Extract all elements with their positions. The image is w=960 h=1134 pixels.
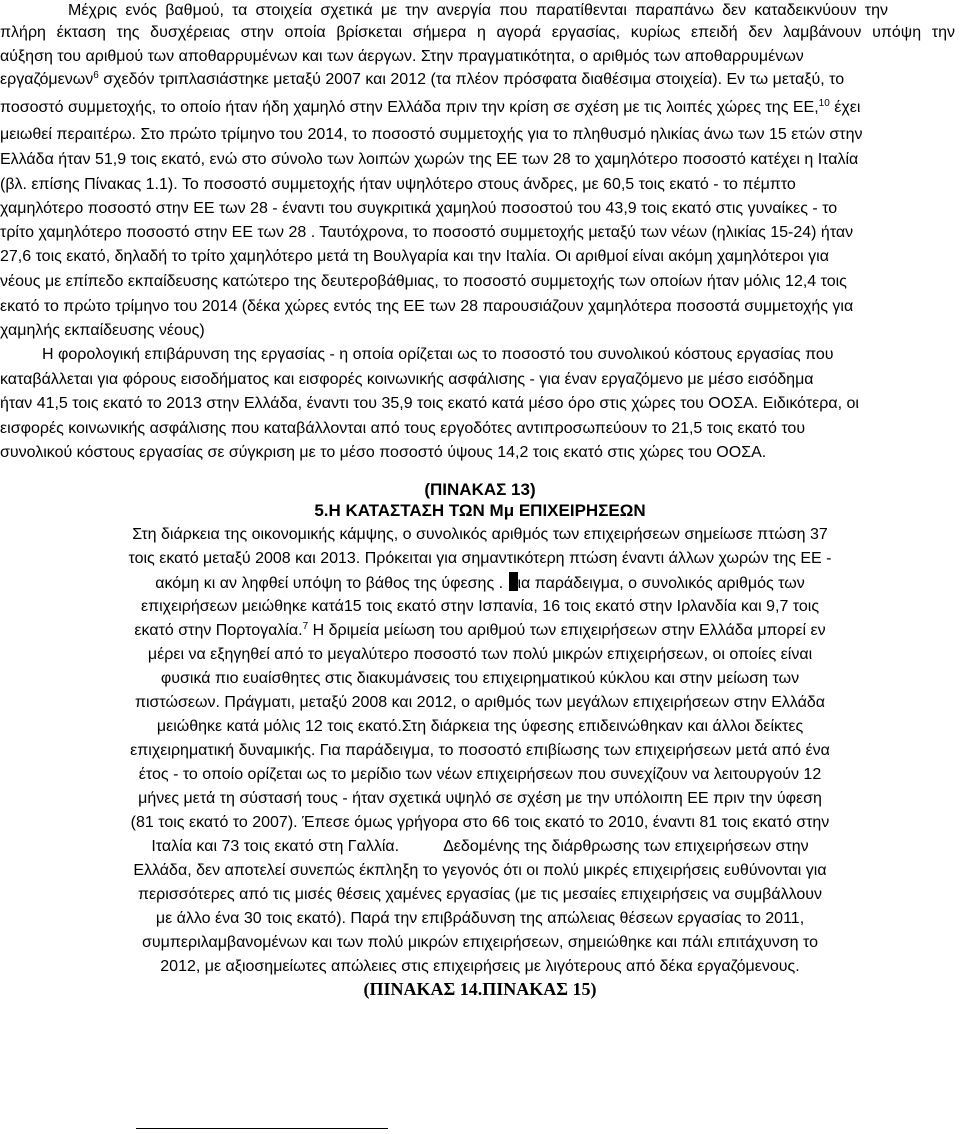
paragraph-line: αύξηση του αριθμού των αποθαρρυμένων και των άεργων. Στην πραγματικότητα, ο αριθμός των αποθαρρυμένων <box>0 48 804 65</box>
paragraph-line: πιστώσεων. Πράγματι, μεταξύ 2008 και 2012, ο αριθμός των μεγάλων επιχειρήσεων στην Ελλάδα <box>134 694 826 711</box>
footnote-ref: 7 <box>302 621 309 632</box>
footnote-separator <box>136 1128 388 1129</box>
paragraph-line: μήνες μετά τη σύστασή τους - ήταν σχετικά υψηλό σε σχέση με την υπόλοιπη ΕΕ πριν την ύφεση <box>138 790 822 807</box>
paragraph-line: (βλ. επίσης Πίνακας 1.1). Το ποσοστό συμμετοχής ήταν υψηλότερο στους άνδρες, με 60,5 τοις εκατό - το πέμπτο <box>0 176 796 193</box>
table-reference-label: (ΠΙΝΑΚΑΣ 13) <box>424 480 536 499</box>
paragraph-line: 27,6 τοις εκατό, δηλαδή το τρίτο χαμηλότερο μετά τη Βουλγαρία και την Ιταλία. Οι αριθμοί είναι ακόμη χαμηλότεροι για <box>0 248 829 265</box>
paragraph-line: Μέχρις ενός βαθμού, τα στοιχεία σχετικά με την ανεργία που παρατίθενται παραπάνω δεν καταδεικνύουν την <box>68 2 888 19</box>
table-reference-label: (ΠΙΝΑΚΑΣ 14.ΠΙΝΑΚΑΣ 15) <box>363 979 597 999</box>
paragraph-line: 2012, με αξιοσημείωτες απώλειες στις επιχειρήσεις με λιγότερους από δέκα εργαζόμενους. <box>160 958 800 975</box>
paragraph-line: επιχειρήσεων μειώθηκε κατά15 τοις εκατό στην Ισπανία, 16 τοις εκατό στην Ιρλανδία και 9,7 τοις <box>140 598 820 615</box>
paragraph-line: ακόμη κι αν ληφθεί υπόψη το βάθος της ύφεσης . ια παράδειγμα, ο συνολικός αριθμός των <box>0 572 960 595</box>
section-heading: 5.Η ΚΑΤΑΣΤΑΣΗ ΤΩΝ Μμ ΕΠΙΧΕΙΡΗΣΕΩΝ <box>314 501 646 520</box>
paragraph-line: συνολικού κόστους εργασίας σε σύγκριση με το μέσο ποσοστό ύψους 14,2 τοις εκατό στις χώρες του ΟΟΣΑ. <box>0 444 767 461</box>
paragraph-line: εκατό το πρώτο τρίμηνο του 2014 (δέκα χώρες εντός της ΕΕ των 28 παρουσιάζουν χαμηλότερα ποσοστά συμμετοχής για <box>0 298 854 315</box>
paragraph-line: ποσοστό συμμετοχής, το οποίο ήταν ήδη χαμηλό στην Ελλάδα πριν την κρίση σε σχέση με τις λοιπές χώρες της ΕΕ,$^{10}$ έχει <box>0 98 861 116</box>
paragraph-line: τρίτο χαμηλότερο ποσοστό στην ΕΕ των 28 . Ταυτόχρονα, το ποσοστό συμμετοχής μεταξύ των νέων (ηλικίας 15-24) ήταν <box>0 224 854 241</box>
paragraph-line: πλήρη έκταση της δυσχέρειας στην οποία βρίσκεται σήμερα η αγορά εργασίας, κυρίως επειδή δεν λαμβάνουν υπόψη την <box>0 24 955 41</box>
paragraph-line: μέρει να εξηγηθεί από το μεγαλύτερο ποσοστό των πολύ μικρών επιχειρήσεων, οι οποίες είναι <box>147 646 813 663</box>
paragraph-line: χαμηλής εκπαίδευσης νέους) <box>0 322 205 339</box>
paragraph-line: εργαζόμενων$^6$ σχεδόν τριπλασιάστηκε μεταξύ 2007 και 2012 (τα πλέον πρόσφατα διαθέσιμα στοιχεία). Εν τω μεταξύ, το <box>0 70 845 88</box>
paragraph-line: μειώθηκε κατά μόλις 12 τοις εκατό.Στη διάρκεια της ύφεσης επιδεινώθηκαν και άλλοι δείκτες <box>156 718 804 735</box>
paragraph-line: (81 τοις εκατό το 2007). Έπεσε όμως γρήγορα στο 66 τοις εκατό το 2010, έναντι 81 τοις εκατό στην <box>130 814 830 831</box>
paragraph-line: νέους με επίπεδο εκπαίδευσης κατώτερο της δευτεροβάθμιας, το ποσοστό συμμετοχής των οποίων ήταν μόλις 12,4 τοις <box>0 273 847 290</box>
redaction-mark <box>509 572 518 591</box>
footnote-ref: 10 <box>818 98 830 109</box>
paragraph-line: επιχειρηματική δυναμικής. Για παράδειγμα, το ποσοστό επιβίωσης των επιχειρήσεων μετά από ένα <box>130 742 830 759</box>
paragraph-line: Η φορολογική επιβάρυνση της εργασίας - η οποία ορίζεται ως το ποσοστό του συνολικού κόστους εργασίας που <box>42 346 834 363</box>
paragraph-line: χαμηλότερο ποσοστό στην ΕΕ των 28 - έναντι του συγκριτικά χαμηλού ποσοστού του 43,9 τοις εκατό στις γυναίκες - το <box>0 200 838 217</box>
paragraph-line: τοις εκατό μεταξύ 2008 και 2013. Πρόκειται για σημαντικότερη πτώση έναντι άλλων χωρών της ΕΕ - <box>128 550 832 567</box>
paragraph-line: εισφορές κοινωνικής ασφάλισης που καταβάλλονται από τους εργοδότες αντιπροσωπεύουν το 21,5 τοις εκατό του <box>0 420 806 437</box>
footnote-ref: 6 <box>93 70 99 81</box>
paragraph-line: καταβάλλεται για φόρους εισοδήματος και εισφορές κοινωνικής ασφάλισης - για έναν εργαζόμενο με μέσο εισόδημα <box>0 371 814 388</box>
paragraph-line: εκατό στην Πορτογαλία.$^7$ Η δριμεία μείωση του αριθμού των επιχειρήσεων στην Ελλάδα μπορεί εν <box>134 621 826 639</box>
paragraph-line: Ελλάδα, δεν αποτελεί συνεπώς έκπληξη το γεγονός ότι οι πολύ μικρές επιχειρήσεις ευθύνονται για <box>133 862 827 879</box>
paragraph-line: Στη διάρκεια της οικονομικής κάμψης, ο συνολικός αριθμός των επιχειρήσεων σημείωσε πτώση 37 <box>132 526 828 543</box>
paragraph-line: Ιταλία και 73 τοις εκατό στη Γαλλία. Δεδομένης της διάρθρωσης των επιχειρήσεων στην <box>151 838 809 855</box>
paragraph-line: με άλλο ένα 30 τοις εκατό). Παρά την επιβράδυνση της απώλειας θέσεων εργασίας το 2011, <box>155 910 805 927</box>
paragraph-line: έτος - το οποίο ορίζεται ως το μερίδιο των νέων επιχειρήσεων που συνεχίζουν να λειτουργούν 12 <box>138 766 822 783</box>
paragraph-line: Ελλάδα ήταν 51,9 τοις εκατό, ενώ στο σύνολο των λοιπών χωρών της ΕΕ των 28 το χαμηλότερο ποσοστό κατέχει η Ιταλία <box>0 151 859 168</box>
paragraph-line: μειωθεί περαιτέρω. Στο πρώτο τρίμηνο του 2014, το ποσοστό συμμετοχής για το πληθυσμό ηλικίας άνω των 15 ετών στην <box>0 126 863 143</box>
paragraph-line: φυσικά πιο ευαίσθητες στις διακυμάνσεις του επιχειρηματικού κύκλου και στην μείωση των <box>160 670 800 687</box>
paragraph-line: ήταν 41,5 τοις εκατό το 2013 στην Ελλάδα, έναντι του 35,9 τοις εκατό κατά μέσο όρο στις χώρες του ΟΟΣΑ. Ειδικότερα, οι <box>0 395 859 412</box>
paragraph-line: συμπεριλαμβανομένων και των πολύ μικρών επιχειρήσεων, σημειώθηκε και πάλι επιτάχυνση το <box>142 934 818 951</box>
paragraph-line: περισσότερες από τις μισές θέσεις χαμένες εργασίας (με τις μεσαίες επιχειρήσεις να συμβάλλουν <box>137 886 823 903</box>
